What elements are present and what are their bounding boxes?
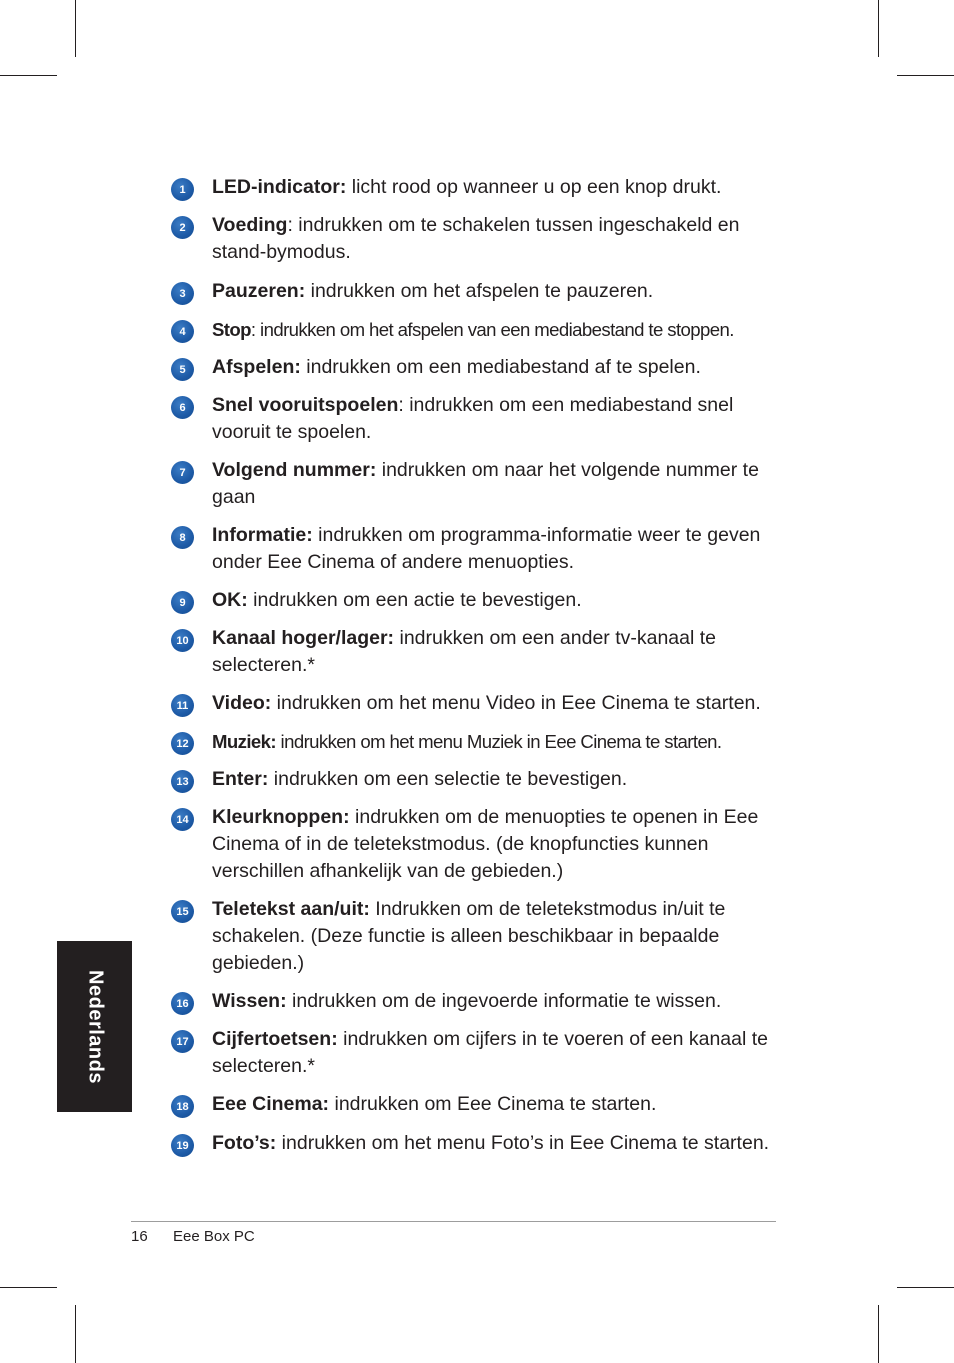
- number-badge: 5: [171, 358, 194, 381]
- item-label: Snel vooruitspoelen: [212, 394, 399, 416]
- item-description: indrukken om de ingevoerde informatie te wissen.: [286, 990, 722, 1012]
- item-text: [212, 278, 782, 305]
- number-badge: 4: [171, 320, 194, 343]
- item-description: : indrukken om het afspelen van een mediabestand te stoppen.: [250, 319, 734, 340]
- item-label: Cijfertoetsen:: [212, 1028, 338, 1050]
- item-description: Indrukken om de teletekstmodus in/uit te schakelen. (Deze functie is alleen beschikbaar in bepaalde gebieden.): [212, 898, 726, 974]
- item-label: Volgend nummer:: [212, 459, 377, 481]
- number-badge: 14: [171, 808, 194, 831]
- number-badge: 6: [171, 396, 194, 419]
- crop-mark: [75, 1305, 76, 1363]
- item-description: licht rood op wanneer u op een knop drukt.: [346, 176, 722, 198]
- crop-mark: [897, 75, 954, 76]
- number-badge: 8: [171, 526, 194, 549]
- number-badge: 18: [171, 1095, 194, 1118]
- number-badge: 12: [171, 732, 194, 755]
- number-badge: 3: [171, 282, 194, 305]
- item-label: Voeding: [212, 214, 288, 236]
- item-description: indrukken om het menu Video in Eee Cinema te starten.: [271, 692, 761, 714]
- item-label: Video:: [212, 692, 272, 714]
- item-label: OK:: [212, 589, 248, 611]
- item-text: [212, 174, 782, 201]
- item-description: indrukken om Eee Cinema te starten.: [329, 1093, 657, 1115]
- item-description: indrukken om het menu Foto’s in Eee Cinema te starten.: [276, 1132, 770, 1154]
- number-badge: 2: [171, 216, 194, 239]
- footer-title: Eee Box PC: [173, 1228, 255, 1245]
- number-badge: 11: [171, 694, 194, 717]
- crop-mark: [897, 1287, 954, 1288]
- crop-mark: [0, 1287, 57, 1288]
- item-description: indrukken om een selectie te bevestigen.: [268, 768, 628, 790]
- item-text: [212, 690, 782, 717]
- item-description: indrukken om cijfers in te voeren of een kanaal te selecteren.*: [212, 1028, 769, 1077]
- item-text: [212, 728, 782, 755]
- item-label: Informatie:: [212, 524, 313, 546]
- item-label: Wissen:: [212, 990, 287, 1012]
- page-number: 16: [131, 1228, 148, 1245]
- item-label: Kanaal hoger/lager:: [212, 627, 395, 649]
- number-badge: 10: [171, 629, 194, 652]
- crop-mark: [878, 1305, 879, 1363]
- number-badge: 15: [171, 900, 194, 923]
- item-description: : indrukken om een mediabestand snel vooruit te spoelen.: [212, 394, 734, 443]
- language-tab: [57, 941, 132, 1112]
- item-label: Foto’s:: [212, 1132, 277, 1154]
- crop-mark: [0, 75, 57, 76]
- number-badge: 16: [171, 992, 194, 1015]
- number-badge: 1: [171, 178, 194, 201]
- item-text: [212, 457, 782, 511]
- item-text: [212, 392, 782, 446]
- number-badge: 19: [171, 1134, 194, 1157]
- item-label: Teletekst aan/uit:: [212, 898, 370, 920]
- number-badge: 13: [171, 770, 194, 793]
- item-text: [212, 1130, 782, 1157]
- item-description: : indrukken om te schakelen tussen ingeschakeld en stand-bymodus.: [212, 214, 740, 263]
- item-text: [212, 988, 782, 1015]
- language-tab-label: Nederlands: [84, 969, 106, 1084]
- crop-mark: [75, 0, 76, 57]
- item-label: Muziek:: [212, 731, 276, 752]
- item-text: [212, 1026, 782, 1080]
- item-label: LED-indicator:: [212, 176, 347, 198]
- item-description: indrukken om programma-informatie weer te geven onder Eee Cinema of andere menuopties.: [212, 524, 761, 573]
- item-text: [212, 625, 782, 679]
- item-text: [212, 766, 782, 793]
- item-label: Eee Cinema:: [212, 1093, 330, 1115]
- item-description: indrukken om een mediabestand af te spelen.: [300, 356, 701, 378]
- item-description: indrukken om naar het volgende nummer te gaan: [212, 459, 759, 508]
- item-label: Pauzeren:: [212, 280, 306, 302]
- item-text: [212, 804, 782, 885]
- item-text: [212, 896, 782, 977]
- number-badge: 7: [171, 461, 194, 484]
- item-label: Kleurknoppen:: [212, 806, 350, 828]
- item-description: indrukken om het menu Muziek in Eee Cinema te starten.: [275, 731, 722, 752]
- item-label: Enter:: [212, 768, 269, 790]
- number-badge: 17: [171, 1030, 194, 1053]
- item-label: Afspelen:: [212, 356, 301, 378]
- item-description: indrukken om een actie te bevestigen.: [247, 589, 582, 611]
- item-text: [212, 522, 782, 576]
- crop-mark: [878, 0, 879, 57]
- item-description: indrukken om het afspelen te pauzeren.: [305, 280, 654, 302]
- footer-divider: [131, 1221, 776, 1222]
- item-text: [212, 587, 782, 614]
- number-badge: 9: [171, 591, 194, 614]
- item-description: indrukken om de menuopties te openen in Eee Cinema of in de teletekstmodus. (de knopfuncties kunnen verschillen afhankelijk van de gebieden.): [212, 806, 759, 882]
- item-description: indrukken om een ander tv-kanaal te selecteren.*: [212, 627, 717, 676]
- item-text: [212, 316, 782, 343]
- item-text: [212, 212, 782, 266]
- item-text: [212, 354, 782, 381]
- item-text: [212, 1091, 782, 1118]
- item-label: Stop: [212, 319, 251, 340]
